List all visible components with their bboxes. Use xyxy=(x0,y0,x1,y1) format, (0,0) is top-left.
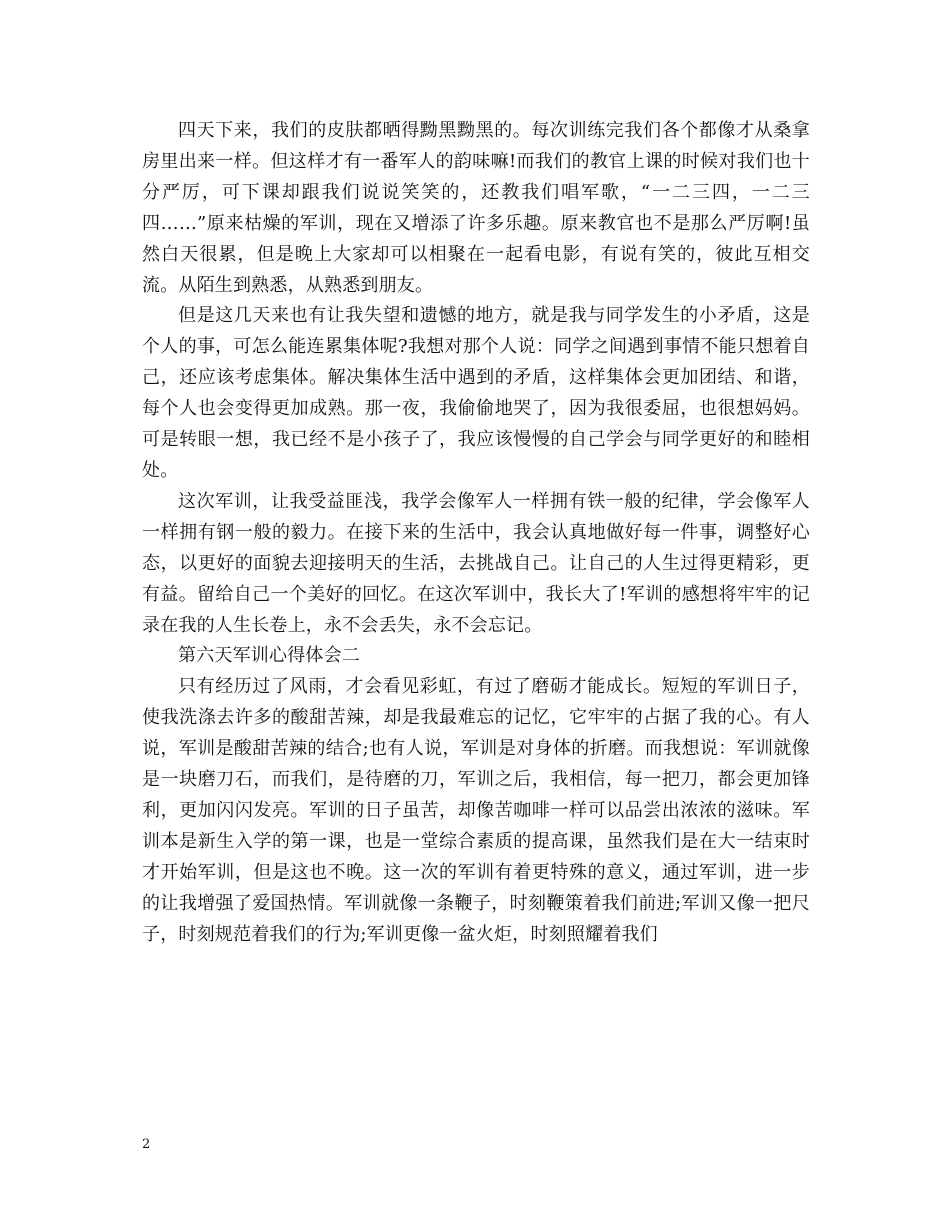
paragraph-4: 只有经历过了风雨，才会看见彩虹，有过了磨砺才能成长。短短的军训日子，使我洗涤去许多的酸甜苦辣，却是我最难忘的记忆，它牢牢的占据了我的心。有人说，军训是酸甜苦辣的结合;也有人说，军训是对身体的折磨。而我想说：军训就像是一块磨刀石，而我们，是待磨的刀，军训之后，我相信，每一把刀，都会更加锋利，更加闪闪发亮。军训的日子虽苦，却像苦咖啡一样可以品尝出浓浓的滋味。军训本是新生入学的第一课，也是一堂综合素质的提高课，虽然我们是在大一结束时才开始军训，但是这也不晚。这一次的军训有着更特殊的意义，通过军训，进一步的让我增强了爱国热情。军训就像一条鞭子，时刻鞭策着我们前进;军训又像一把尺子，时刻规范着我们的行为;军训更像一盆火炬，时刻照耀着我们 xyxy=(142,676,810,945)
paragraph-2: 但是这几天来也有让我失望和遗憾的地方，就是我与同学发生的小矛盾，这是个人的事，可怎么能连累集体呢?我想对那个人说：同学之间遇到事情不能只想着自己，还应该考虑集体。解决集体生活中遇到的矛盾，这样集体会更加团结、和谐，每个人也会变得更加成熟。那一夜，我偷偷地哭了，因为我很委屈，也很想妈妈。可是转眼一想，我已经不是小孩子了，我应该慢慢的自己学会与同学更好的和睦相处。 xyxy=(142,305,810,481)
paragraph-3: 这次军训，让我受益匪浅，我学会像军人一样拥有铁一般的纪律，学会像军人一样拥有钢一般的毅力。在接下来的生活中，我会认真地做好每一件事，调整好心态，以更好的面貌去迎接明天的生活，去挑战自己。让自己的人生过得更精彩，更有益。留给自己一个美好的回忆。在这次军训中，我长大了!军训的感想将牢牢的记录在我的人生长卷上，永不会丢失，永不会忘记。 xyxy=(142,490,810,636)
paragraph-1: 四天下来，我们的皮肤都晒得黝黑黝黑的。每次训练完我们各个都像才从桑拿房里出来一样。但这样才有一番军人的韵味嘛!而我们的教官上课的时候对我们也十分严厉，可下课却跟我们说说笑笑的，还教我们唱军歌，“一二三四，一二三四……”原来枯燥的军训，现在又增添了许多乐趣。原来教官也不是那么严厉啊!虽然白天很累，但是晚上大家却可以相聚在一起看电影，有说有笑的，彼此互相交流。从陌生到熟悉，从熟悉到朋友。 xyxy=(142,120,810,296)
page-content xyxy=(142,116,810,950)
section-heading: 第六天军训心得体会二 xyxy=(178,645,360,667)
page-number: 2 xyxy=(142,1137,151,1152)
